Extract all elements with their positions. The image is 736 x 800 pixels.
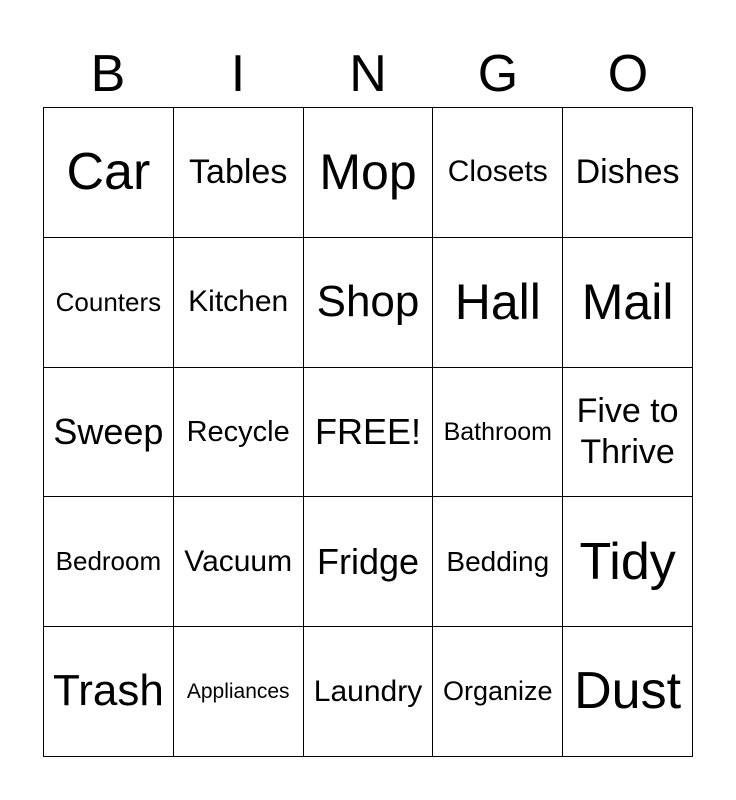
bingo-cell[interactable]: Counters <box>44 238 174 368</box>
bingo-cell[interactable]: Organize <box>433 627 563 757</box>
bingo-cell[interactable]: Trash <box>44 627 174 757</box>
bingo-cell[interactable]: Mail <box>563 238 693 368</box>
bingo-cell[interactable]: Vacuum <box>174 497 304 627</box>
bingo-cell[interactable]: Tables <box>174 108 304 238</box>
bingo-cell[interactable]: Fridge <box>304 497 434 627</box>
bingo-cell[interactable]: Mop <box>304 108 434 238</box>
header-letter-o: O <box>607 45 649 103</box>
header-letter-n: N <box>349 45 387 103</box>
bingo-card-grid <box>43 107 693 757</box>
bingo-cell[interactable]: Appliances <box>174 627 304 757</box>
bingo-cell[interactable]: Five to Thrive <box>563 368 693 498</box>
bingo-cell[interactable]: Tidy <box>563 497 693 627</box>
bingo-cell[interactable]: Dust <box>563 627 693 757</box>
bingo-cell[interactable]: Car <box>44 108 174 238</box>
bingo-cell[interactable]: Kitchen <box>174 238 304 368</box>
bingo-cell[interactable]: Hall <box>433 238 563 368</box>
bingo-cell[interactable]: Closets <box>433 108 563 238</box>
bingo-cell[interactable]: Bathroom <box>433 368 563 498</box>
bingo-cell[interactable]: Sweep <box>44 368 174 498</box>
header-letter-b: B <box>90 45 126 103</box>
bingo-cell[interactable]: Bedding <box>433 497 563 627</box>
bingo-header <box>43 40 693 108</box>
bingo-cell[interactable]: Bedroom <box>44 497 174 627</box>
header-letter-i: I <box>230 45 246 103</box>
bingo-cell[interactable]: Shop <box>304 238 434 368</box>
bingo-cell[interactable]: Laundry <box>304 627 434 757</box>
bingo-cell[interactable]: Dishes <box>563 108 693 238</box>
header-letter-g: G <box>477 45 519 103</box>
bingo-cell free-space[interactable]: FREE! <box>304 368 434 498</box>
bingo-cell[interactable]: Recycle <box>174 368 304 498</box>
